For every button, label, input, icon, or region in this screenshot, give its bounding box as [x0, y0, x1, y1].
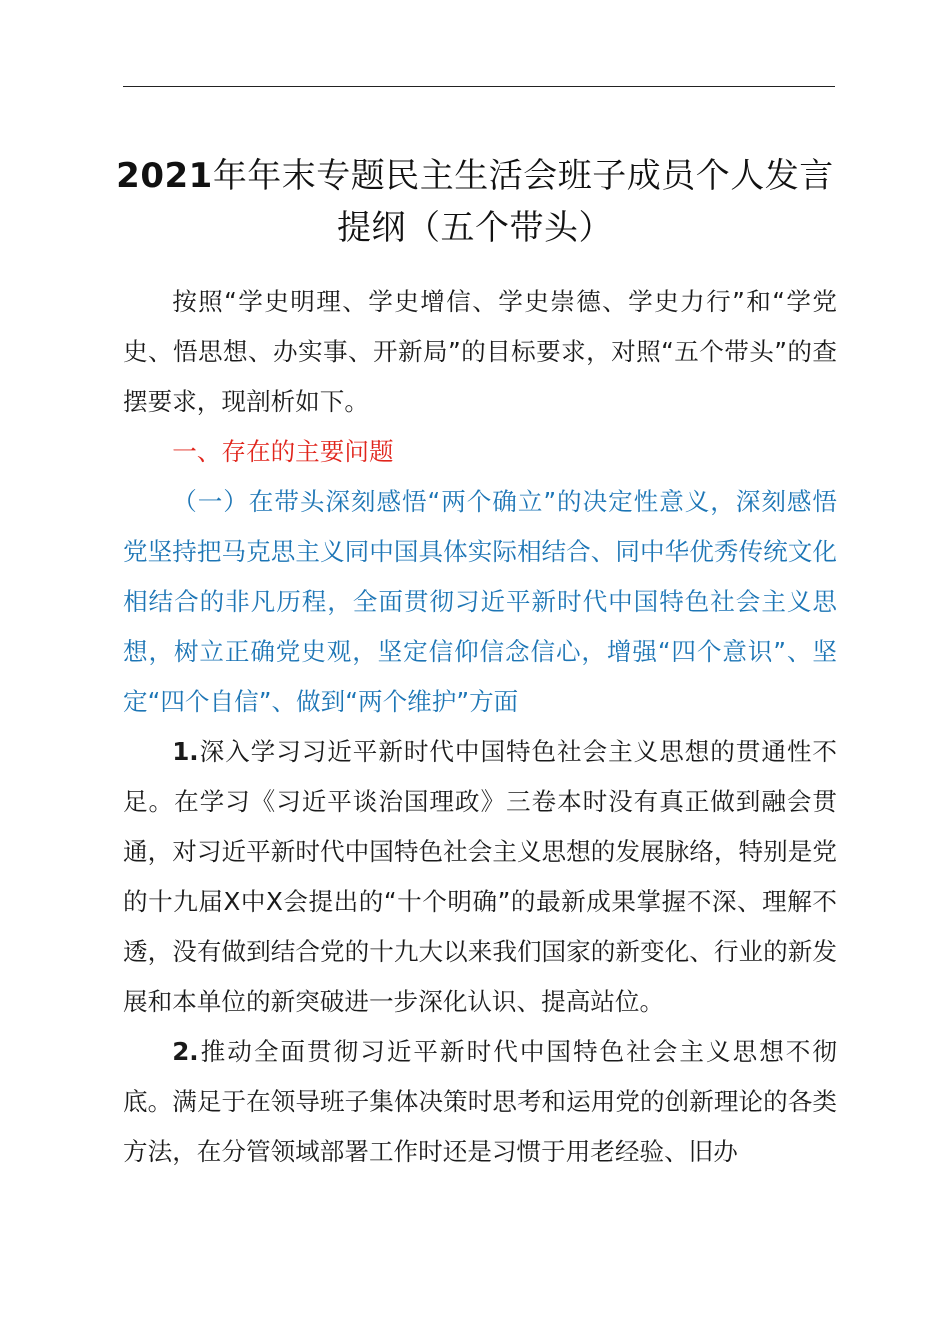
- item-1-text: 在学习《习近平谈治国理政》三卷本时没有真正做到融会贯通，对习近平新时代中国特色社会主义思想的发展脉络，特别是党的十九届X中X会提出的“十个明确”的最新成果掌握不深、理解不透，没有做到结合党的十九大以来我们国家的新变化、行业的新发展和本单位的新突破进一步深化认识、提高站位。: [123, 787, 837, 1016]
- document-body: [123, 277, 837, 1177]
- item-1-heading: 深入学习习近平新时代中国特色社会主义思想的贯通性不足。: [123, 737, 837, 816]
- item-1-number: 1.: [172, 737, 199, 766]
- item-2-number: 2.: [172, 1037, 199, 1066]
- header-rule: [123, 86, 835, 87]
- document-title: [100, 150, 850, 254]
- item-2-paragraph: [123, 1027, 837, 1177]
- section-heading-1: 一、存在的主要问题: [172, 437, 394, 466]
- item-1-paragraph: [123, 727, 837, 1027]
- subsection-heading-1: （一）在带头深刻感悟“两个确立”的决定性意义，深刻感悟党坚持把马克思主义同中国具体实际相结合、同中华优秀传统文化相结合的非凡历程，全面贯彻习近平新时代中国特色社会主义思想，树立正确党史观，坚定信仰信念信心，增强“四个意识”、坚定“四个自信”、做到“两个维护”方面: [123, 487, 837, 716]
- item-2-heading: 推动全面贯彻习近平新时代中国特色社会主义思想不彻底。: [123, 1037, 837, 1116]
- intro-paragraph: 按照“学史明理、学史增信、学史崇德、学史力行”和“学党史、悟思想、办实事、开新局”的目标要求，对照“五个带头”的查摆要求，现剖析如下。: [123, 287, 837, 416]
- item-2-text: 满足于在领导班子集体决策时思考和运用党的创新理论的各类方法，在分管领域部署工作时还是习惯于用老经验、旧办: [123, 1087, 837, 1166]
- title-year: 2021: [116, 156, 213, 196]
- title-text: 年年末专题民主生活会班子成员个人发言提纲（五个带头）: [212, 156, 834, 248]
